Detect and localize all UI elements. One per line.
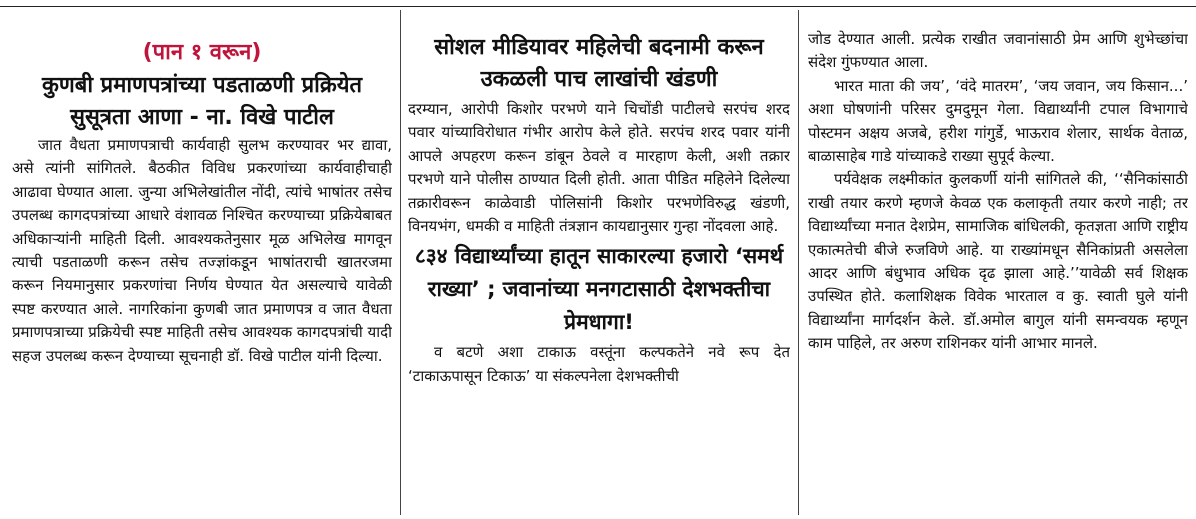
column-divider-2 <box>798 10 799 515</box>
article-body-kunbi: जात वैधता प्रमाणपत्राची कार्यवाही सुलभ करण्यावर भर द्यावा, असे त्यांनी सांगितले. बैठकीत विविध प्रकरणांच्या कार्यवाहीचाही आढावा घेण्यात आला. जुन्या अभिलेखांतील नोंदी, त्यांचे भाषांतर तसेच उपलब्ध कागदपत्रांच्या आधारे वंशावळ निश्चित करण्याच्या प्रक्रियेबाबत अधिकाऱ्यांनी माहिती दिली. आवश्यकतेनुसार मूळ अभिलेख मागवून त्याची पडताळणी करून तसेच तज्ज्ञांकडून भाषांतराची खातरजमा करून नियमानुसार प्रकरणांचा निर्णय घेण्यात येत असल्याचे यावेळी स्पष्ट करण्यात आले. नागरिकांना कुणबी जात प्रमाणपत्र व जात वैधता प्रमाणपत्राच्या प्रक्रियेची स्पष्ट माहिती तसेच आवश्यक कागदपत्रांची यादी सहज उपलब्ध करून देण्याच्या सूचनाही डॉ. विखे पाटील यांनी दिल्या. <box>12 136 392 365</box>
headline-extortion: सोशल मीडियावर महिलेची बदनामी करून उकळली पाच लाखांची खंडणी <box>434 35 764 92</box>
headline-rakhi: ८३४ विद्यार्थ्यांच्या हातून साकारल्या हजारो ‘समर्थ राख्या’ ; जवानांच्या मनगटासाठी देशभक्तीचा प्रेमधागा! <box>414 244 784 335</box>
article-column-2 <box>408 10 790 519</box>
headline-kunbi: कुणबी प्रमाणपत्रांच्या पडताळणी प्रक्रियेत सुसूत्रता आणा - ना. विखे पाटील <box>41 73 363 130</box>
article-body-rakhi-cont-1: जोड देण्यात आली. प्रत्येक राखीत जवानांसाठी प्रेम आणि शुभेच्छांचा संदेश गुंफण्यात आला. <box>808 30 1188 72</box>
article-body-extortion: दरम्यान, आरोपी किशोर परभणे याने चिचोंडी पाटीलचे सरपंच शरद पवार यांच्याविरोधात गंभीर आरोप केले होते. सरपंच शरद पवार यांनी आपले अपहरण करून डांबून ठेवले व मारहाण केली, अशी तक्रार परभणे याने पोलीस ठाण्यात दिली होती. आता पीडित महिलेने दिलेल्या तक्रारीवरून काळेवाडी पोलिसांनी किशोर परभणेविरुद्ध खंडणी, विनयभंग, धमकी व माहिती तंत्रज्ञान कायद्यानुसार गुन्हा नोंदवला आहे. <box>408 100 790 236</box>
continued-from-page-1: (पान १ वरून) <box>142 40 262 65</box>
article-body-rakhi-cont-2: भारत माता की जय’, ‘वंदे मातरम’, ‘जय जवान, जय किसान...’ अशा घोषणांनी परिसर दुमदुमून गेला. विद्यार्थ्यांनी टपाल विभागाचे पोस्टमन अक्षय अजबे, हरीश गांगुर्डे, भाऊराव शेलार, सार्थक वेताळ, बाळासाहेब गाडे यांच्याकडे राख्या सुपूर्द केल्या. <box>808 76 1188 166</box>
article-body-rakhi-start: व बटणे अशा टाकाऊ वस्तूंना कल्पकतेने नवे रूप देत ‘टाकाऊपासून टिकाऊ’ या संकल्पनेला देशभक्तीची <box>408 343 790 385</box>
article-body-rakhi-cont-3: पर्यवेक्षक लक्ष्मीकांत कुलकर्णी यांनी सांगितले की, ‘‘सैनिकांसाठी राखी तयार करणे म्हणजे केवळ एक कलाकृती तयार करणे नाही; तर विद्यार्थ्यांच्या मनात देशप्रेम, सामाजिक बांधिलकी, कृतज्ञता आणि राष्ट्रीय एकात्मतेची बीजे रुजविणे आहे. या राख्यांमधून सैनिकांप्रती असलेला आदर आणि बंधुभाव अधिक दृढ झाला आहे.’’यावेळी सर्व शिक्षक उपस्थित होते. कलाशिक्षक विवेक भारताल व कु. स्वाती घुले यांनी विद्यार्थ्यांना मार्गदर्शन केले. डॉ.अमोल बागुल यांनी समन्वयक म्हणून काम पाहिले, तर अरुण राशिनकर यांनी आभार मानले. <box>808 170 1188 353</box>
article-column-3 <box>808 10 1188 519</box>
top-rule <box>0 6 1196 7</box>
column-divider-1 <box>400 10 401 515</box>
article-column-1 <box>12 10 392 519</box>
